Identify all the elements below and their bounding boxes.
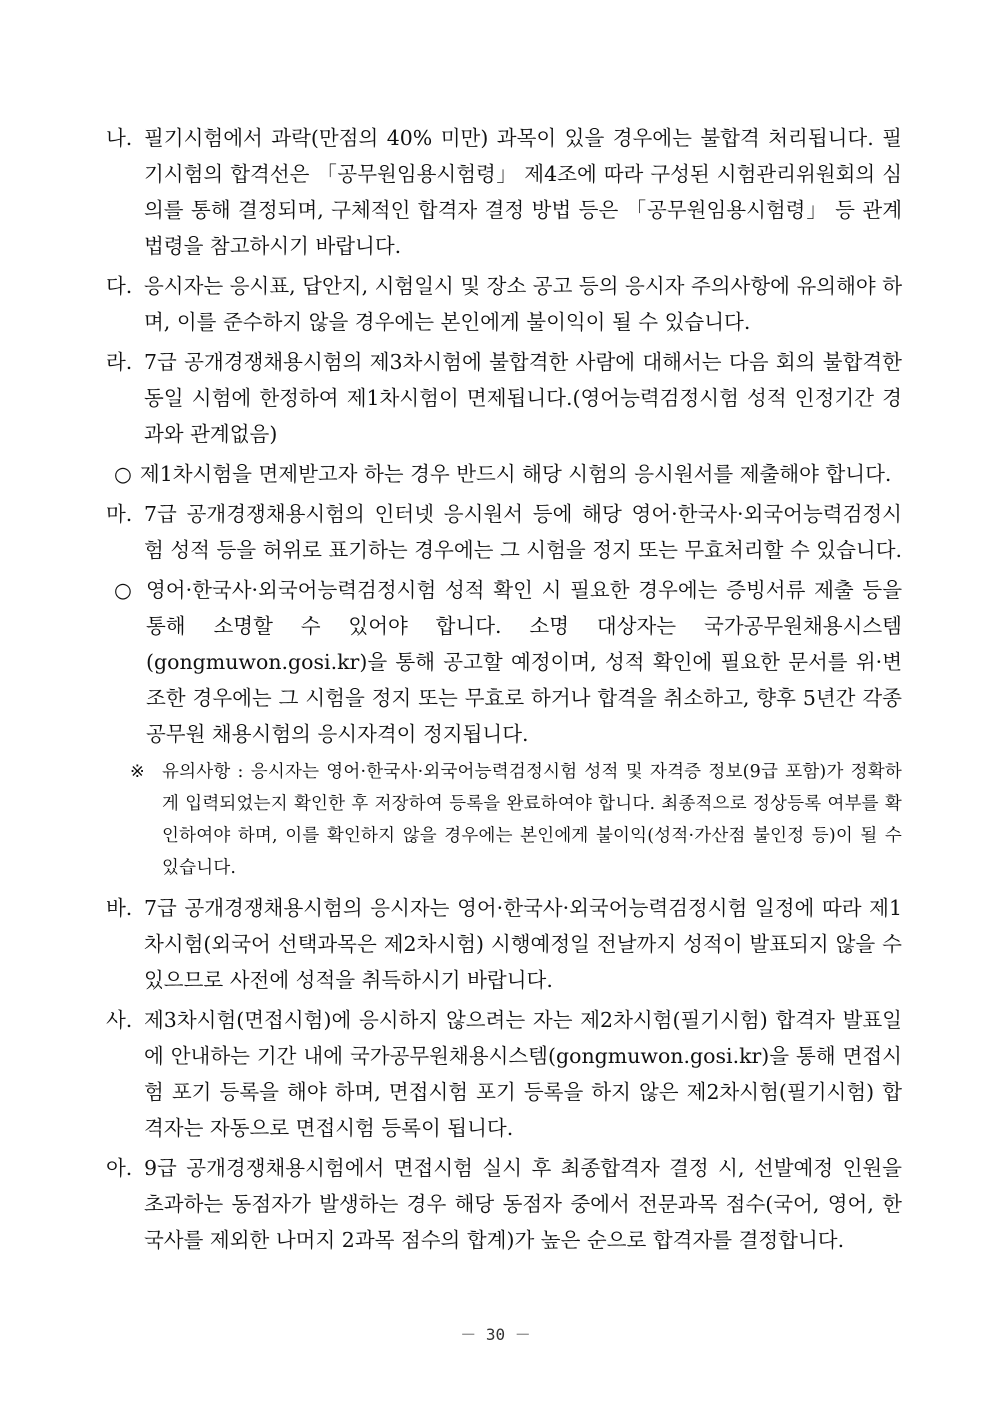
list-item-ma <box>106 496 902 568</box>
item-marker: 다. <box>106 274 133 298</box>
item-marker: 사. <box>106 1008 133 1032</box>
list-item-ra <box>106 344 902 452</box>
bullet-item <box>106 456 902 492</box>
page-number: － 30 － <box>460 1325 531 1344</box>
list-item-sa <box>106 1002 902 1146</box>
item-text: 7급 공개경쟁채용시험의 인터넷 응시원서 등에 해당 영어·한국사·외국어능력검정시험 성적 등을 허위로 표기하는 경우에는 그 시험을 정지 또는 무효처리할 수 있습니다. <box>144 502 903 562</box>
bullet-item <box>106 572 902 752</box>
list-item-a <box>106 1150 902 1258</box>
note-text: 유의사항 : 응시자는 영어·한국사·외국어능력검정시험 성적 및 자격증 정보(9급 포함)가 정확하게 입력되었는지 확인한 후 저장하여 등록을 완료하여야 합니다. 최종적으로 정상등록 여부를 확인하여야 하며, 이를 확인하지 않을 경우에는 본인에게 불이익(성적·가산점 불인정 등)이 될 수 있습니다. <box>162 762 902 878</box>
list-item-na <box>106 120 902 264</box>
bullet-marker: ○ <box>114 462 132 486</box>
bullet-marker: ○ <box>114 578 132 602</box>
item-text: 9급 공개경쟁채용시험에서 면접시험 실시 후 최종합격자 결정 시, 선발예정 인원을 초과하는 동점자가 발생하는 경우 해당 동점자 중에서 전문과목 점수(국어, 영어, 한국사를 제외한 나머지 2과목 점수의 합계)가 높은 순으로 합격자를 결정합니다. <box>144 1156 902 1252</box>
item-marker: 나. <box>106 126 133 150</box>
bullet-text: 영어·한국사·외국어능력검정시험 성적 확인 시 필요한 경우에는 증빙서류 제출 등을 통해 소명할 수 있어야 합니다. 소명 대상자는 국가공무원채용시스템(gongmuwon.gosi.kr)을 통해 공고할 예정이며, 성적 확인에 필요한 문서를 위·변조한 경우에는 그 시험을 정지 또는 무효로 하거나 합격을 취소하고, 향후 5년간 각종 공무원 채용시험의 응시자격이 정지됩니다. <box>146 578 902 746</box>
item-text: 응시자는 응시표, 답안지, 시험일시 및 장소 공고 등의 응시자 주의사항에 유의해야 하며, 이를 준수하지 않을 경우에는 본인에게 불이익이 될 수 있습니다. <box>144 274 903 334</box>
item-text: 필기시험에서 과락(만점의 40% 미만) 과목이 있을 경우에는 불합격 처리됩니다. 필기시험의 합격선은 「공무원임용시험령」 제4조에 따라 구성된 시험관리위원회의 심의를 통해 결정되며, 구체적인 합격자 결정 방법 등은 「공무원임용시험령」 등 관계법령을 참고하시기 바랍니다. <box>144 126 902 258</box>
document-body <box>106 120 902 1262</box>
item-marker: 마. <box>106 502 133 526</box>
item-marker: 아. <box>106 1156 133 1180</box>
item-marker: 바. <box>106 896 133 920</box>
list-item-da <box>106 268 902 340</box>
bullet-text: 제1차시험을 면제받고자 하는 경우 반드시 해당 시험의 응시원서를 제출해야 합니다. <box>139 462 892 486</box>
item-text: 제3차시험(면접시험)에 응시하지 않으려는 자는 제2차시험(필기시험) 합격자 발표일에 안내하는 기간 내에 국가공무원채용시스템(gongmuwon.gosi.kr)을 통해 면접시험 포기 등록을 해야 하며, 면접시험 포기 등록을 하지 않은 제2차시험(필기시험) 합격자는 자동으로 면접시험 등록이 됩니다. <box>144 1008 902 1140</box>
item-text: 7급 공개경쟁채용시험의 제3차시험에 불합격한 사람에 대해서는 다음 회의 불합격한 동일 시험에 한정하여 제1차시험이 면제됩니다.(영어능력검정시험 성적 인정기간 경과와 관계없음) <box>144 350 902 446</box>
list-item-ba <box>106 890 902 998</box>
item-text: 7급 공개경쟁채용시험의 응시자는 영어·한국사·외국어능력검정시험 일정에 따라 제1차시험(외국어 선택과목은 제2차시험) 시행예정일 전날까지 성적이 발표되지 않을 수 있으므로 사전에 성적을 취득하시기 바랍니다. <box>144 896 902 992</box>
note-block <box>130 756 902 884</box>
item-marker: 라. <box>106 350 133 374</box>
note-marker: ※ <box>130 762 145 782</box>
